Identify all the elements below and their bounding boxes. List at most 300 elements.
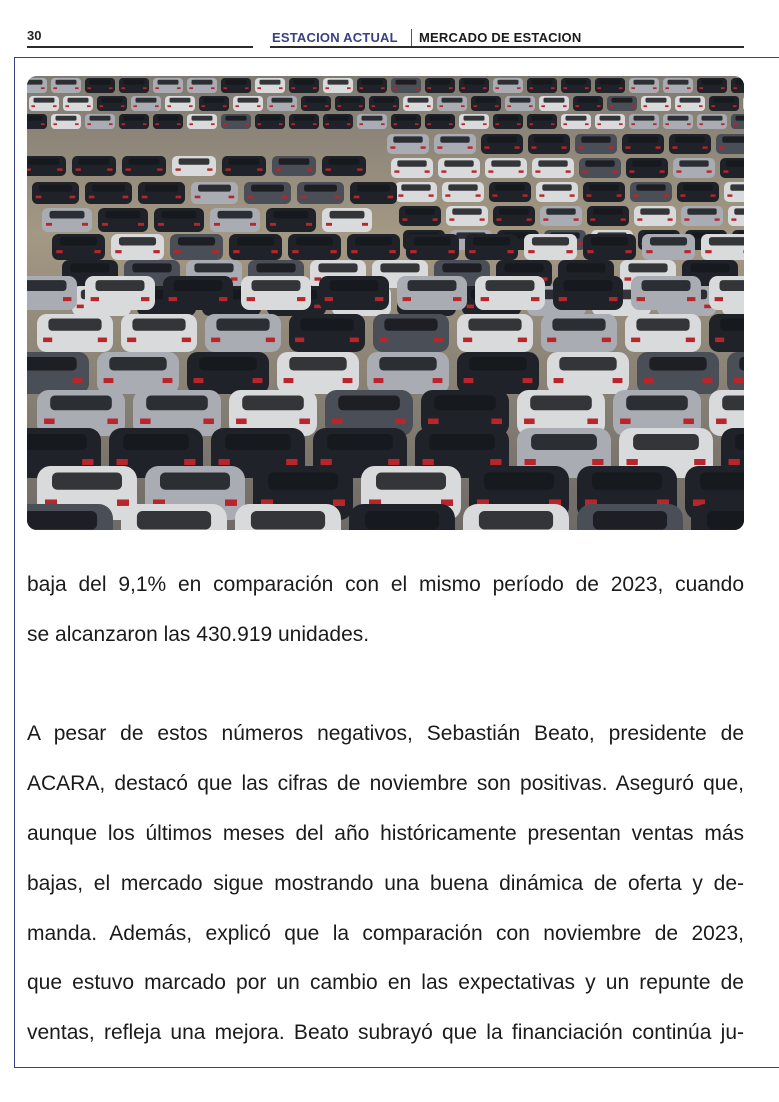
car-taillight xyxy=(590,218,595,220)
car-taillight xyxy=(76,168,81,170)
car-window xyxy=(668,116,689,121)
car-window xyxy=(442,263,481,272)
car-window xyxy=(362,80,383,85)
car-taillight xyxy=(529,105,533,107)
car-taillight xyxy=(449,87,453,89)
car-taillight xyxy=(495,87,499,89)
car-window xyxy=(628,136,657,142)
car-taillight xyxy=(203,419,214,425)
car-taillight xyxy=(393,105,397,107)
car-taillight xyxy=(705,250,711,253)
car-taillight xyxy=(680,194,685,196)
car-window xyxy=(50,211,85,219)
car-taillight xyxy=(98,338,107,343)
car-taillight xyxy=(223,105,227,107)
car-taillight xyxy=(523,194,528,196)
car-window xyxy=(27,280,67,291)
car-taillight xyxy=(434,338,443,343)
car-taillight xyxy=(335,196,341,199)
car-window xyxy=(709,237,744,245)
car-window xyxy=(137,511,211,530)
car-window xyxy=(260,116,281,121)
car-taillight xyxy=(613,378,623,383)
header-separator xyxy=(411,29,412,47)
header-rule-left xyxy=(27,46,253,48)
text-line: ventas, refleja una mejora. Beato subrayó que la financiación continúa ju- xyxy=(27,1021,744,1045)
car-taillight xyxy=(56,250,62,253)
car-taillight xyxy=(507,250,513,253)
car-window xyxy=(145,185,178,192)
car-taillight xyxy=(269,105,273,107)
car-window xyxy=(430,80,451,85)
car-window xyxy=(27,80,43,85)
car-window xyxy=(106,211,141,219)
car-taillight xyxy=(473,105,477,107)
car-taillight xyxy=(715,218,720,220)
car-taillight xyxy=(389,250,395,253)
car-taillight xyxy=(683,419,694,425)
car-taillight xyxy=(297,297,305,301)
text-line: aunque los últimos meses del año históricamente presentan ventas más xyxy=(27,821,744,845)
car-window xyxy=(225,434,291,450)
car-window xyxy=(330,211,365,219)
car-taillight xyxy=(490,459,501,465)
car-window xyxy=(48,319,101,331)
car-taillight xyxy=(476,194,481,196)
car-taillight xyxy=(87,87,91,89)
car-taillight xyxy=(53,123,57,125)
car-taillight xyxy=(481,297,489,301)
car-taillight xyxy=(359,87,363,89)
car-taillight xyxy=(631,87,635,89)
car-window xyxy=(304,185,337,192)
car-taillight xyxy=(109,123,113,125)
paragraph-1 xyxy=(27,560,744,660)
car-taillight xyxy=(337,105,341,107)
car-window xyxy=(204,98,225,103)
car-taillight xyxy=(82,223,88,226)
car-taillight xyxy=(625,146,630,148)
car-window xyxy=(566,116,587,121)
car-window xyxy=(538,160,567,166)
car-taillight xyxy=(121,105,125,107)
car-taillight xyxy=(354,196,360,199)
car-window xyxy=(289,357,346,370)
subsection-title: MERCADO DE ESTACION xyxy=(419,30,582,45)
car-taillight xyxy=(483,123,487,125)
car-taillight xyxy=(73,378,83,383)
car-taillight xyxy=(733,87,737,89)
car-taillight xyxy=(87,123,91,125)
car-taillight xyxy=(207,168,212,170)
car-window xyxy=(146,396,208,411)
car-taillight xyxy=(519,170,524,172)
car-taillight xyxy=(286,459,297,465)
car-taillight xyxy=(393,87,397,89)
car-window xyxy=(374,98,395,103)
car-taillight xyxy=(174,250,180,253)
car-window xyxy=(362,116,383,121)
car-taillight xyxy=(194,223,200,226)
car-taillight xyxy=(393,123,397,125)
car-window xyxy=(340,98,361,103)
car-taillight xyxy=(374,378,384,383)
car-taillight xyxy=(483,87,487,89)
car-taillight xyxy=(158,223,164,226)
car-taillight xyxy=(629,170,634,172)
car-window xyxy=(600,80,621,85)
car-taillight xyxy=(398,194,403,196)
text-line: baja del 9,1% en comparación con el mismo período de 2023, cuando xyxy=(27,573,744,596)
car-taillight xyxy=(423,459,434,465)
car-window xyxy=(29,158,60,164)
car-taillight xyxy=(619,123,623,125)
car-taillight xyxy=(733,123,737,125)
car-taillight xyxy=(313,123,317,125)
car-taillight xyxy=(467,305,474,309)
car-window xyxy=(194,263,233,272)
car-taillight xyxy=(617,194,622,196)
car-taillight xyxy=(226,168,231,170)
car-window xyxy=(581,136,610,142)
car-taillight xyxy=(668,218,673,220)
car-window xyxy=(90,116,111,121)
car-window xyxy=(546,208,575,214)
car-window xyxy=(376,472,446,489)
car-window xyxy=(726,160,744,166)
car-taillight xyxy=(528,250,534,253)
car-taillight xyxy=(325,105,329,107)
car-window xyxy=(408,280,457,291)
car-window xyxy=(56,116,77,121)
car-taillight xyxy=(429,194,434,196)
car-taillight xyxy=(201,105,205,107)
car-window xyxy=(473,237,510,245)
car-window xyxy=(589,184,618,190)
car-taillight xyxy=(292,250,298,253)
car-taillight xyxy=(189,123,193,125)
car-window xyxy=(119,237,156,245)
car-window xyxy=(251,511,325,530)
car-taillight xyxy=(245,87,249,89)
car-window xyxy=(642,280,691,291)
car-window xyxy=(79,158,110,164)
car-taillight xyxy=(253,378,263,383)
car-window xyxy=(683,184,712,190)
car-taillight xyxy=(41,123,45,125)
car-taillight xyxy=(245,123,249,125)
car-taillight xyxy=(127,338,136,343)
car-taillight xyxy=(140,419,151,425)
car-window xyxy=(39,185,72,192)
car-taillight xyxy=(734,378,744,383)
car-window xyxy=(294,116,315,121)
car-taillight xyxy=(539,194,544,196)
car-taillight xyxy=(592,459,603,465)
car-window xyxy=(559,357,616,370)
car-taillight xyxy=(472,170,477,172)
car-taillight xyxy=(36,196,42,199)
car-window xyxy=(687,208,716,214)
car-taillight xyxy=(461,105,465,107)
car-taillight xyxy=(507,105,511,107)
car-taillight xyxy=(211,338,220,343)
car-taillight xyxy=(715,297,723,301)
car-taillight xyxy=(613,170,618,172)
car-taillight xyxy=(225,499,237,505)
car-taillight xyxy=(107,168,112,170)
car-window xyxy=(401,184,430,190)
car-taillight xyxy=(711,194,716,196)
car-taillight xyxy=(428,419,439,425)
car-taillight xyxy=(543,218,548,220)
section-title: ESTACION ACTUAL xyxy=(272,30,398,45)
car-window xyxy=(634,80,655,85)
car-taillight xyxy=(155,105,159,107)
car-taillight xyxy=(687,123,691,125)
car-taillight xyxy=(357,168,362,170)
car-taillight xyxy=(167,105,171,107)
car-taillight xyxy=(425,170,430,172)
car-window xyxy=(60,237,97,245)
car-taillight xyxy=(587,419,598,425)
car-taillight xyxy=(715,338,724,343)
car-taillight xyxy=(464,378,474,383)
car-window xyxy=(158,80,179,85)
car-window xyxy=(734,208,744,214)
car-taillight xyxy=(219,297,227,301)
car-taillight xyxy=(381,87,385,89)
car-taillight xyxy=(394,170,399,172)
car-window xyxy=(452,208,481,214)
car-window xyxy=(300,319,353,331)
car-window xyxy=(735,434,744,450)
car-window xyxy=(132,319,185,331)
car-window xyxy=(306,98,327,103)
car-taillight xyxy=(177,87,181,89)
car-taillight xyxy=(707,170,712,172)
car-taillight xyxy=(359,105,363,107)
car-taillight xyxy=(313,87,317,89)
car-taillight xyxy=(143,87,147,89)
car-taillight xyxy=(664,194,669,196)
car-window xyxy=(178,237,215,245)
car-window xyxy=(680,98,701,103)
car-taillight xyxy=(350,338,359,343)
car-taillight xyxy=(461,87,465,89)
car-window xyxy=(530,396,592,411)
car-taillight xyxy=(437,146,442,148)
car-window xyxy=(238,98,259,103)
car-window xyxy=(650,237,687,245)
car-window xyxy=(442,98,463,103)
car-taillight xyxy=(496,218,501,220)
car-window xyxy=(720,319,744,331)
car-window xyxy=(192,116,213,121)
car-taillight xyxy=(347,123,351,125)
car-taillight xyxy=(427,123,431,125)
car-taillight xyxy=(104,378,114,383)
car-taillight xyxy=(211,87,215,89)
car-taillight xyxy=(70,196,76,199)
car-window xyxy=(592,472,662,489)
car-window xyxy=(626,396,688,411)
car-taillight xyxy=(257,105,261,107)
car-window xyxy=(469,357,526,370)
car-taillight xyxy=(621,218,626,220)
car-window xyxy=(198,185,231,192)
car-window xyxy=(268,472,338,489)
car-taillight xyxy=(410,250,416,253)
car-taillight xyxy=(631,105,635,107)
car-window xyxy=(566,80,587,85)
car-taillight xyxy=(665,105,669,107)
car-taillight xyxy=(711,105,715,107)
car-taillight xyxy=(531,146,536,148)
car-taillight xyxy=(326,223,332,226)
car-taillight xyxy=(89,196,95,199)
car-window xyxy=(251,185,284,192)
car-window xyxy=(256,263,295,272)
car-window xyxy=(566,263,605,272)
car-window xyxy=(218,211,253,219)
car-window xyxy=(628,263,667,272)
car-window xyxy=(27,511,97,530)
car-window xyxy=(27,434,87,450)
car-taillight xyxy=(484,146,489,148)
car-taillight xyxy=(301,196,307,199)
car-taillight xyxy=(371,105,375,107)
car-taillight xyxy=(176,196,182,199)
car-window xyxy=(384,319,437,331)
car-taillight xyxy=(488,170,493,172)
car-taillight xyxy=(250,223,256,226)
car-window xyxy=(593,208,622,214)
car-taillight xyxy=(575,105,579,107)
car-window xyxy=(296,237,333,245)
car-taillight xyxy=(677,105,681,107)
car-window xyxy=(510,98,531,103)
car-window xyxy=(357,185,390,192)
car-taillight xyxy=(687,87,691,89)
car-taillight xyxy=(299,419,310,425)
car-taillight xyxy=(330,250,336,253)
car-taillight xyxy=(325,297,333,301)
car-window xyxy=(414,237,451,245)
car-window xyxy=(380,263,419,272)
car-taillight xyxy=(223,123,227,125)
car-window xyxy=(730,184,744,190)
article-body xyxy=(27,560,744,1058)
car-taillight xyxy=(395,419,406,425)
car-taillight xyxy=(624,277,631,280)
car-taillight xyxy=(461,123,465,125)
car-taillight xyxy=(433,218,438,220)
car-taillight xyxy=(733,105,737,107)
car-window xyxy=(491,160,520,166)
car-taillight xyxy=(631,338,640,343)
car-window xyxy=(646,98,667,103)
car-window xyxy=(124,80,145,85)
car-taillight xyxy=(448,250,454,253)
car-window xyxy=(532,237,569,245)
car-window xyxy=(632,160,661,166)
car-taillight xyxy=(121,87,125,89)
car-window xyxy=(591,237,628,245)
car-window xyxy=(636,319,689,331)
car-window xyxy=(226,80,247,85)
car-taillight xyxy=(631,123,635,125)
car-window xyxy=(495,184,524,190)
car-taillight xyxy=(307,168,312,170)
car-taillight xyxy=(625,250,631,253)
car-taillight xyxy=(597,123,601,125)
car-taillight xyxy=(524,419,535,425)
car-taillight xyxy=(582,170,587,172)
car-taillight xyxy=(77,305,84,309)
car-taillight xyxy=(421,146,426,148)
car-taillight xyxy=(325,123,329,125)
car-taillight xyxy=(563,87,567,89)
car-window xyxy=(318,263,357,272)
car-taillight xyxy=(347,87,351,89)
car-window xyxy=(396,80,417,85)
car-taillight xyxy=(587,250,593,253)
car-taillight xyxy=(375,297,383,301)
car-taillight xyxy=(566,170,571,172)
car-taillight xyxy=(176,168,181,170)
car-taillight xyxy=(731,218,736,220)
car-taillight xyxy=(559,297,567,301)
car-taillight xyxy=(247,297,255,301)
car-taillight xyxy=(643,105,647,107)
car-taillight xyxy=(699,105,703,107)
car-taillight xyxy=(133,105,137,107)
car-taillight xyxy=(214,223,220,226)
car-window xyxy=(707,511,744,530)
car-taillight xyxy=(126,168,131,170)
car-lot-photo xyxy=(27,76,744,530)
text-line: que estuvo marcado por un cambio en las expectativas y un repunte de xyxy=(27,971,744,995)
car-window xyxy=(468,319,521,331)
car-taillight xyxy=(415,123,419,125)
car-taillight xyxy=(449,123,453,125)
car-taillight xyxy=(562,146,567,148)
car-lot-illustration xyxy=(27,76,744,530)
car-taillight xyxy=(653,123,657,125)
car-taillight xyxy=(541,105,545,107)
car-window xyxy=(192,80,213,85)
car-window xyxy=(532,116,553,121)
car-taillight xyxy=(141,297,149,301)
text-line: A pesar de estos números negativos, Sebastián Beato, presidente de xyxy=(27,722,744,746)
car-taillight xyxy=(388,459,399,465)
car-taillight xyxy=(529,87,533,89)
car-taillight xyxy=(719,146,724,148)
car-taillight xyxy=(578,146,583,148)
car-window xyxy=(722,396,744,411)
car-window xyxy=(179,158,210,164)
car-window xyxy=(649,357,706,370)
car-window xyxy=(226,116,247,121)
car-taillight xyxy=(99,105,103,107)
car-taillight xyxy=(279,123,283,125)
car-taillight xyxy=(343,378,353,383)
car-window xyxy=(679,160,708,166)
car-taillight xyxy=(570,194,575,196)
car-taillight xyxy=(469,250,475,253)
car-taillight xyxy=(609,146,614,148)
